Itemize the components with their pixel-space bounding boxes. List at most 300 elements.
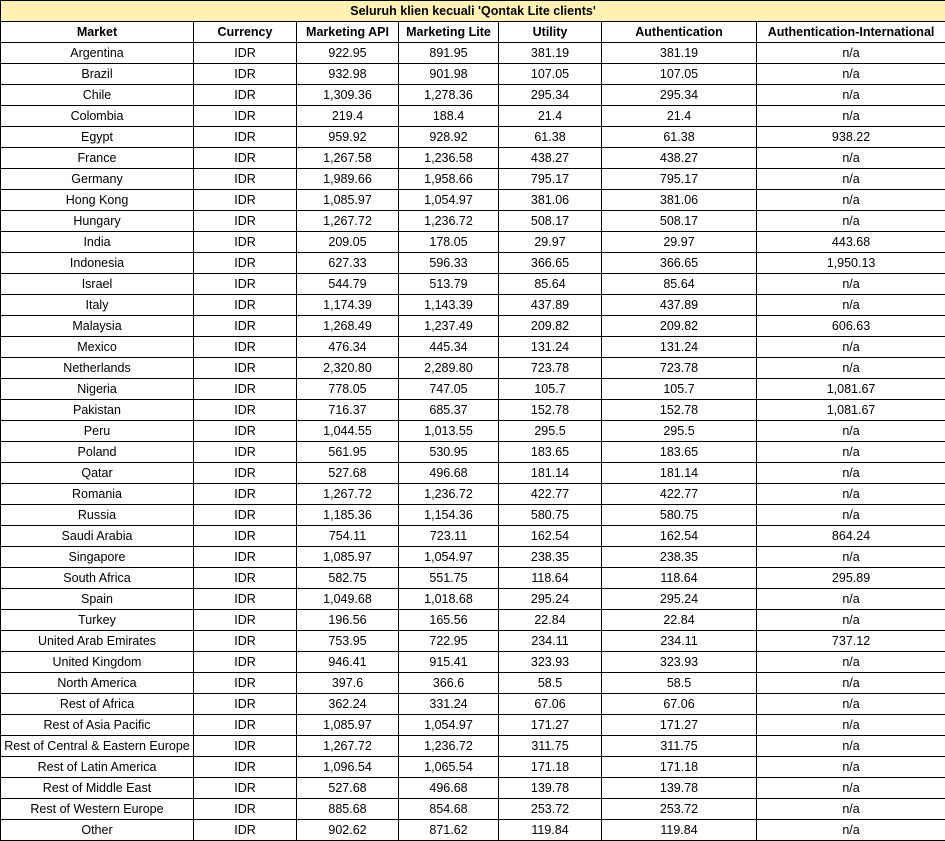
cell-marketing-api: 2,320.80 xyxy=(297,358,399,379)
cell-marketing-api: 476.34 xyxy=(297,337,399,358)
cell-marketing-api: 753.95 xyxy=(297,631,399,652)
cell-marketing-lite: 723.11 xyxy=(399,526,499,547)
cell-currency: IDR xyxy=(194,610,297,631)
cell-authentication-international: n/a xyxy=(757,652,945,673)
cell-marketing-lite: 165.56 xyxy=(399,610,499,631)
cell-authentication: 580.75 xyxy=(602,505,757,526)
cell-utility: 311.75 xyxy=(499,736,602,757)
cell-authentication-international: 443.68 xyxy=(757,232,945,253)
table-row xyxy=(1,484,945,505)
cell-marketing-api: 932.98 xyxy=(297,64,399,85)
cell-authentication-international: 1,081.67 xyxy=(757,400,945,421)
cell-currency: IDR xyxy=(194,736,297,757)
cell-market: Germany xyxy=(1,169,194,190)
cell-authentication-international: n/a xyxy=(757,799,945,820)
table-row xyxy=(1,148,945,169)
cell-authentication-international: n/a xyxy=(757,673,945,694)
cell-marketing-api: 1,044.55 xyxy=(297,421,399,442)
table-row xyxy=(1,400,945,421)
cell-utility: 238.35 xyxy=(499,547,602,568)
cell-authentication-international: n/a xyxy=(757,610,945,631)
cell-utility: 85.64 xyxy=(499,274,602,295)
cell-currency: IDR xyxy=(194,484,297,505)
cell-marketing-lite: 1,054.97 xyxy=(399,715,499,736)
cell-marketing-api: 627.33 xyxy=(297,253,399,274)
cell-currency: IDR xyxy=(194,148,297,169)
table-row xyxy=(1,358,945,379)
cell-marketing-lite: 1,236.72 xyxy=(399,484,499,505)
cell-currency: IDR xyxy=(194,757,297,778)
cell-authentication-international: n/a xyxy=(757,505,945,526)
cell-marketing-lite: 1,054.97 xyxy=(399,547,499,568)
cell-marketing-lite: 551.75 xyxy=(399,568,499,589)
cell-market: Spain xyxy=(1,589,194,610)
cell-utility: 118.64 xyxy=(499,568,602,589)
column-header-authentication-international: Authentication-International xyxy=(757,22,945,43)
cell-market: Romania xyxy=(1,484,194,505)
column-header-marketing-api: Marketing API xyxy=(297,22,399,43)
cell-authentication: 381.06 xyxy=(602,190,757,211)
cell-authentication: 29.97 xyxy=(602,232,757,253)
cell-marketing-api: 1,174.39 xyxy=(297,295,399,316)
cell-currency: IDR xyxy=(194,400,297,421)
cell-utility: 508.17 xyxy=(499,211,602,232)
cell-marketing-api: 362.24 xyxy=(297,694,399,715)
cell-marketing-api: 1,085.97 xyxy=(297,190,399,211)
cell-marketing-lite: 901.98 xyxy=(399,64,499,85)
cell-marketing-api: 561.95 xyxy=(297,442,399,463)
cell-marketing-api: 1,267.72 xyxy=(297,484,399,505)
cell-marketing-lite: 1,065.54 xyxy=(399,757,499,778)
cell-marketing-lite: 1,278.36 xyxy=(399,85,499,106)
table-row xyxy=(1,694,945,715)
cell-currency: IDR xyxy=(194,106,297,127)
cell-utility: 723.78 xyxy=(499,358,602,379)
table-row xyxy=(1,169,945,190)
title-row xyxy=(1,1,945,22)
cell-market: Peru xyxy=(1,421,194,442)
column-header-row xyxy=(1,22,945,43)
cell-authentication: 61.38 xyxy=(602,127,757,148)
cell-authentication: 105.7 xyxy=(602,379,757,400)
cell-marketing-lite: 1,958.66 xyxy=(399,169,499,190)
cell-utility: 438.27 xyxy=(499,148,602,169)
cell-market: Brazil xyxy=(1,64,194,85)
cell-currency: IDR xyxy=(194,694,297,715)
table-row xyxy=(1,253,945,274)
table-row xyxy=(1,610,945,631)
table-row xyxy=(1,505,945,526)
cell-authentication-international: n/a xyxy=(757,547,945,568)
table-row xyxy=(1,463,945,484)
cell-market: Pakistan xyxy=(1,400,194,421)
cell-marketing-api: 1,268.49 xyxy=(297,316,399,337)
cell-marketing-api: 527.68 xyxy=(297,778,399,799)
table-title: Seluruh klien kecuali 'Qontak Lite clients' xyxy=(1,1,945,22)
cell-market: Netherlands xyxy=(1,358,194,379)
cell-marketing-lite: 513.79 xyxy=(399,274,499,295)
cell-marketing-api: 544.79 xyxy=(297,274,399,295)
cell-market: Mexico xyxy=(1,337,194,358)
cell-marketing-lite: 928.92 xyxy=(399,127,499,148)
cell-authentication-international: 1,950.13 xyxy=(757,253,945,274)
cell-marketing-api: 1,267.72 xyxy=(297,211,399,232)
cell-authentication: 795.17 xyxy=(602,169,757,190)
cell-market: Israel xyxy=(1,274,194,295)
cell-authentication: 422.77 xyxy=(602,484,757,505)
cell-marketing-lite: 1,236.72 xyxy=(399,736,499,757)
cell-authentication: 139.78 xyxy=(602,778,757,799)
cell-market: United Kingdom xyxy=(1,652,194,673)
cell-utility: 381.19 xyxy=(499,43,602,64)
cell-marketing-api: 922.95 xyxy=(297,43,399,64)
cell-utility: 366.65 xyxy=(499,253,602,274)
cell-utility: 139.78 xyxy=(499,778,602,799)
cell-currency: IDR xyxy=(194,631,297,652)
cell-authentication: 171.27 xyxy=(602,715,757,736)
cell-authentication: 366.65 xyxy=(602,253,757,274)
table-row xyxy=(1,547,945,568)
table-row xyxy=(1,232,945,253)
cell-market: Singapore xyxy=(1,547,194,568)
cell-authentication-international: 295.89 xyxy=(757,568,945,589)
cell-authentication-international: n/a xyxy=(757,169,945,190)
cell-authentication: 238.35 xyxy=(602,547,757,568)
cell-authentication: 162.54 xyxy=(602,526,757,547)
cell-authentication-international: n/a xyxy=(757,337,945,358)
cell-marketing-api: 885.68 xyxy=(297,799,399,820)
cell-market: Saudi Arabia xyxy=(1,526,194,547)
cell-marketing-lite: 1,154.36 xyxy=(399,505,499,526)
table-row xyxy=(1,274,945,295)
cell-marketing-api: 716.37 xyxy=(297,400,399,421)
cell-authentication-international: n/a xyxy=(757,820,945,841)
cell-marketing-api: 1,185.36 xyxy=(297,505,399,526)
column-header-marketing-lite: Marketing Lite xyxy=(399,22,499,43)
cell-market: Nigeria xyxy=(1,379,194,400)
cell-currency: IDR xyxy=(194,190,297,211)
cell-authentication: 295.5 xyxy=(602,421,757,442)
cell-currency: IDR xyxy=(194,295,297,316)
cell-authentication: 58.5 xyxy=(602,673,757,694)
cell-authentication-international: n/a xyxy=(757,442,945,463)
cell-authentication-international: n/a xyxy=(757,190,945,211)
cell-currency: IDR xyxy=(194,64,297,85)
cell-marketing-lite: 1,013.55 xyxy=(399,421,499,442)
cell-marketing-api: 527.68 xyxy=(297,463,399,484)
cell-market: Chile xyxy=(1,85,194,106)
cell-authentication: 171.18 xyxy=(602,757,757,778)
cell-authentication: 438.27 xyxy=(602,148,757,169)
cell-market: Egypt xyxy=(1,127,194,148)
cell-market: Rest of Western Europe xyxy=(1,799,194,820)
cell-utility: 580.75 xyxy=(499,505,602,526)
cell-authentication: 85.64 xyxy=(602,274,757,295)
cell-marketing-lite: 596.33 xyxy=(399,253,499,274)
table-row xyxy=(1,715,945,736)
cell-market: Poland xyxy=(1,442,194,463)
cell-market: Other xyxy=(1,820,194,841)
cell-market: Italy xyxy=(1,295,194,316)
cell-market: Rest of Central & Eastern Europe xyxy=(1,736,194,757)
cell-authentication: 253.72 xyxy=(602,799,757,820)
cell-market: Indonesia xyxy=(1,253,194,274)
cell-market: Rest of Middle East xyxy=(1,778,194,799)
cell-authentication-international: n/a xyxy=(757,421,945,442)
table-row xyxy=(1,295,945,316)
cell-utility: 162.54 xyxy=(499,526,602,547)
cell-currency: IDR xyxy=(194,673,297,694)
table-row xyxy=(1,64,945,85)
cell-marketing-lite: 1,054.97 xyxy=(399,190,499,211)
cell-authentication-international: n/a xyxy=(757,295,945,316)
cell-currency: IDR xyxy=(194,568,297,589)
cell-authentication: 508.17 xyxy=(602,211,757,232)
cell-market: France xyxy=(1,148,194,169)
cell-utility: 171.18 xyxy=(499,757,602,778)
table-row xyxy=(1,568,945,589)
cell-authentication-international: n/a xyxy=(757,85,945,106)
cell-currency: IDR xyxy=(194,442,297,463)
column-header-utility: Utility xyxy=(499,22,602,43)
table-row xyxy=(1,316,945,337)
table-row xyxy=(1,799,945,820)
cell-utility: 29.97 xyxy=(499,232,602,253)
cell-marketing-lite: 915.41 xyxy=(399,652,499,673)
cell-market: Qatar xyxy=(1,463,194,484)
cell-authentication: 131.24 xyxy=(602,337,757,358)
table-body xyxy=(1,43,945,841)
cell-marketing-api: 1,096.54 xyxy=(297,757,399,778)
cell-marketing-lite: 1,143.39 xyxy=(399,295,499,316)
cell-utility: 58.5 xyxy=(499,673,602,694)
cell-market: Malaysia xyxy=(1,316,194,337)
cell-utility: 381.06 xyxy=(499,190,602,211)
cell-authentication-international: n/a xyxy=(757,484,945,505)
cell-utility: 253.72 xyxy=(499,799,602,820)
cell-marketing-api: 1,085.97 xyxy=(297,715,399,736)
cell-authentication: 22.84 xyxy=(602,610,757,631)
table-row xyxy=(1,106,945,127)
cell-authentication-international: 737.12 xyxy=(757,631,945,652)
cell-currency: IDR xyxy=(194,715,297,736)
cell-utility: 61.38 xyxy=(499,127,602,148)
cell-authentication: 723.78 xyxy=(602,358,757,379)
cell-marketing-lite: 178.05 xyxy=(399,232,499,253)
cell-utility: 422.77 xyxy=(499,484,602,505)
cell-utility: 295.34 xyxy=(499,85,602,106)
cell-marketing-api: 196.56 xyxy=(297,610,399,631)
cell-market: Turkey xyxy=(1,610,194,631)
cell-authentication: 21.4 xyxy=(602,106,757,127)
column-header-currency: Currency xyxy=(194,22,297,43)
cell-currency: IDR xyxy=(194,547,297,568)
cell-currency: IDR xyxy=(194,358,297,379)
cell-market: Rest of Latin America xyxy=(1,757,194,778)
table-row xyxy=(1,589,945,610)
cell-utility: 295.5 xyxy=(499,421,602,442)
cell-marketing-lite: 685.37 xyxy=(399,400,499,421)
cell-marketing-api: 582.75 xyxy=(297,568,399,589)
cell-marketing-api: 397.6 xyxy=(297,673,399,694)
cell-marketing-lite: 854.68 xyxy=(399,799,499,820)
cell-currency: IDR xyxy=(194,526,297,547)
cell-authentication-international: n/a xyxy=(757,43,945,64)
cell-utility: 437.89 xyxy=(499,295,602,316)
cell-authentication-international: n/a xyxy=(757,148,945,169)
cell-market: Hungary xyxy=(1,211,194,232)
cell-utility: 795.17 xyxy=(499,169,602,190)
table-row xyxy=(1,43,945,64)
table-row xyxy=(1,337,945,358)
cell-marketing-lite: 496.68 xyxy=(399,778,499,799)
cell-marketing-lite: 366.6 xyxy=(399,673,499,694)
cell-marketing-lite: 496.68 xyxy=(399,463,499,484)
cell-authentication: 119.84 xyxy=(602,820,757,841)
cell-utility: 209.82 xyxy=(499,316,602,337)
cell-currency: IDR xyxy=(194,589,297,610)
cell-marketing-api: 754.11 xyxy=(297,526,399,547)
cell-authentication: 209.82 xyxy=(602,316,757,337)
cell-market: Colombia xyxy=(1,106,194,127)
cell-utility: 171.27 xyxy=(499,715,602,736)
table-row xyxy=(1,820,945,841)
cell-authentication-international: 1,081.67 xyxy=(757,379,945,400)
cell-utility: 295.24 xyxy=(499,589,602,610)
cell-currency: IDR xyxy=(194,652,297,673)
table-row xyxy=(1,757,945,778)
cell-marketing-lite: 331.24 xyxy=(399,694,499,715)
column-header-market: Market xyxy=(1,22,194,43)
cell-marketing-api: 778.05 xyxy=(297,379,399,400)
cell-marketing-lite: 2,289.80 xyxy=(399,358,499,379)
cell-marketing-lite: 1,237.49 xyxy=(399,316,499,337)
cell-marketing-api: 959.92 xyxy=(297,127,399,148)
cell-marketing-lite: 530.95 xyxy=(399,442,499,463)
cell-utility: 107.05 xyxy=(499,64,602,85)
cell-authentication: 234.11 xyxy=(602,631,757,652)
cell-marketing-lite: 871.62 xyxy=(399,820,499,841)
cell-market: United Arab Emirates xyxy=(1,631,194,652)
cell-currency: IDR xyxy=(194,211,297,232)
table-row xyxy=(1,631,945,652)
cell-marketing-api: 1,267.58 xyxy=(297,148,399,169)
cell-authentication-international: n/a xyxy=(757,106,945,127)
cell-market: Russia xyxy=(1,505,194,526)
cell-utility: 323.93 xyxy=(499,652,602,673)
table-row xyxy=(1,736,945,757)
cell-currency: IDR xyxy=(194,232,297,253)
table-row xyxy=(1,211,945,232)
cell-marketing-api: 219.4 xyxy=(297,106,399,127)
cell-currency: IDR xyxy=(194,316,297,337)
cell-currency: IDR xyxy=(194,274,297,295)
cell-marketing-api: 1,085.97 xyxy=(297,547,399,568)
cell-market: North America xyxy=(1,673,194,694)
cell-marketing-lite: 445.34 xyxy=(399,337,499,358)
table-row xyxy=(1,421,945,442)
cell-authentication-international: 606.63 xyxy=(757,316,945,337)
cell-marketing-lite: 747.05 xyxy=(399,379,499,400)
cell-authentication: 183.65 xyxy=(602,442,757,463)
cell-marketing-lite: 1,236.58 xyxy=(399,148,499,169)
cell-utility: 22.84 xyxy=(499,610,602,631)
cell-authentication: 323.93 xyxy=(602,652,757,673)
cell-utility: 181.14 xyxy=(499,463,602,484)
cell-authentication: 152.78 xyxy=(602,400,757,421)
cell-currency: IDR xyxy=(194,421,297,442)
table-row xyxy=(1,673,945,694)
cell-marketing-lite: 1,018.68 xyxy=(399,589,499,610)
cell-authentication: 311.75 xyxy=(602,736,757,757)
table-row xyxy=(1,379,945,400)
cell-marketing-api: 209.05 xyxy=(297,232,399,253)
cell-marketing-api: 1,267.72 xyxy=(297,736,399,757)
cell-authentication: 107.05 xyxy=(602,64,757,85)
cell-authentication-international: n/a xyxy=(757,211,945,232)
table-row xyxy=(1,526,945,547)
table-row xyxy=(1,85,945,106)
cell-marketing-api: 1,989.66 xyxy=(297,169,399,190)
cell-currency: IDR xyxy=(194,253,297,274)
cell-authentication: 437.89 xyxy=(602,295,757,316)
cell-authentication-international: n/a xyxy=(757,715,945,736)
cell-market: Rest of Africa xyxy=(1,694,194,715)
cell-utility: 21.4 xyxy=(499,106,602,127)
column-header-authentication: Authentication xyxy=(602,22,757,43)
cell-market: South Africa xyxy=(1,568,194,589)
cell-marketing-lite: 722.95 xyxy=(399,631,499,652)
cell-authentication-international: n/a xyxy=(757,64,945,85)
cell-authentication: 381.19 xyxy=(602,43,757,64)
cell-authentication-international: n/a xyxy=(757,757,945,778)
cell-marketing-lite: 891.95 xyxy=(399,43,499,64)
cell-authentication-international: 938.22 xyxy=(757,127,945,148)
cell-authentication-international: n/a xyxy=(757,694,945,715)
cell-utility: 67.06 xyxy=(499,694,602,715)
table-row xyxy=(1,442,945,463)
cell-authentication: 181.14 xyxy=(602,463,757,484)
cell-currency: IDR xyxy=(194,820,297,841)
cell-currency: IDR xyxy=(194,799,297,820)
cell-utility: 105.7 xyxy=(499,379,602,400)
cell-currency: IDR xyxy=(194,127,297,148)
cell-authentication: 295.24 xyxy=(602,589,757,610)
cell-currency: IDR xyxy=(194,43,297,64)
cell-currency: IDR xyxy=(194,379,297,400)
cell-utility: 234.11 xyxy=(499,631,602,652)
cell-utility: 119.84 xyxy=(499,820,602,841)
cell-market: Argentina xyxy=(1,43,194,64)
cell-currency: IDR xyxy=(194,85,297,106)
cell-authentication-international: n/a xyxy=(757,778,945,799)
cell-marketing-lite: 1,236.72 xyxy=(399,211,499,232)
cell-marketing-api: 902.62 xyxy=(297,820,399,841)
table-row xyxy=(1,652,945,673)
cell-market: Hong Kong xyxy=(1,190,194,211)
cell-market: Rest of Asia Pacific xyxy=(1,715,194,736)
cell-authentication-international: n/a xyxy=(757,358,945,379)
table-row xyxy=(1,190,945,211)
cell-currency: IDR xyxy=(194,337,297,358)
cell-authentication-international: n/a xyxy=(757,463,945,484)
cell-marketing-api: 1,309.36 xyxy=(297,85,399,106)
cell-authentication: 295.34 xyxy=(602,85,757,106)
cell-authentication: 118.64 xyxy=(602,568,757,589)
cell-currency: IDR xyxy=(194,778,297,799)
cell-authentication-international: n/a xyxy=(757,736,945,757)
cell-authentication-international: n/a xyxy=(757,589,945,610)
